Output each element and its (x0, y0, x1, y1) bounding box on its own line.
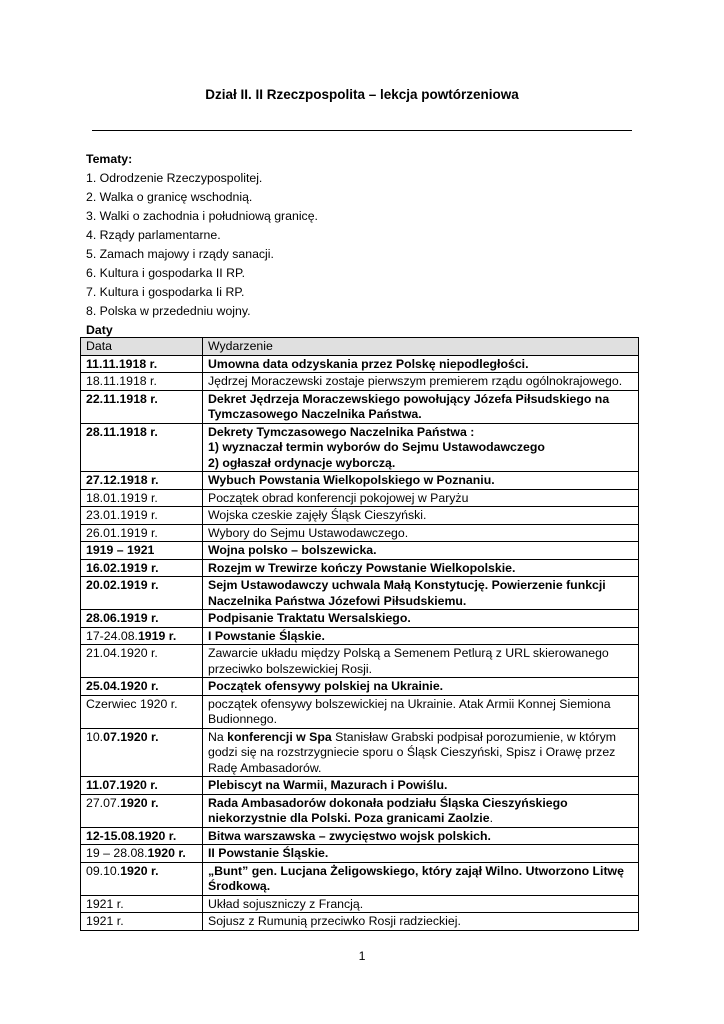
date-cell (81, 423, 203, 472)
event-cell-text: Dekrety Tymczasowego Naczelnika Państwa : (208, 424, 475, 439)
event-cell (203, 695, 639, 728)
date-cell (81, 845, 203, 863)
date-cell-text: 18.01.1919 r. (86, 490, 158, 505)
date-cell (81, 390, 203, 423)
event-cell-text: Wybuch Powstania Wielkopolskiego w Poznaniu. (208, 473, 495, 487)
table-row (81, 577, 639, 610)
event-cell-text: Na (208, 729, 228, 744)
date-cell-text: 1921 r. (86, 914, 124, 928)
date-cell (81, 610, 203, 628)
event-cell (203, 627, 639, 645)
table-row (81, 390, 639, 423)
event-cell (203, 390, 639, 423)
date-cell-text: 1921 r. (86, 896, 124, 911)
date-cell-text: 19 – 28.08. (86, 846, 148, 860)
date-cell (81, 862, 203, 895)
topic-item: 7. Kultura i gospodarka Ii RP. (86, 285, 245, 299)
date-cell (81, 645, 203, 678)
date-cell (81, 777, 203, 795)
date-cell-text: Czerwiec 1920 r. (86, 696, 178, 711)
event-cell-text: Początek ofensywy polskiej na Ukrainie. (208, 679, 444, 693)
table-row (81, 645, 639, 678)
date-cell-text: 12-15.08.1920 r. (86, 828, 177, 843)
topic-item: 4. Rządy parlamentarne. (86, 228, 221, 242)
table-row (81, 355, 639, 373)
table-row (81, 559, 639, 577)
event-cell-text: I Powstanie Śląskie. (208, 628, 325, 643)
table-row (81, 423, 639, 472)
topics-heading: Tematy: (86, 152, 133, 166)
event-cell (203, 895, 639, 913)
event-cell-text: Stanisław Grabski podpisał porozumienie, w którym godzi się na rozstrzygniecie sporu o Śląsk Cieszyński, Spisz i Orawę przez Radę Ambasadorów. (208, 729, 617, 775)
table-body (81, 355, 639, 930)
date-cell-text: 27.12.1918 r. (86, 473, 159, 487)
event-cell-text: Układ sojuszniczy z Francją. (208, 896, 364, 911)
event-cell (203, 472, 639, 490)
date-cell-text: 1919 r. (137, 628, 177, 643)
date-cell-text: 22.11.1918 r. (86, 391, 158, 406)
date-cell-text: 20.02.1919 r. (86, 578, 159, 592)
topic-item: 1. Odrodzenie Rzeczypospolitej. (86, 171, 263, 185)
event-cell-text: konferencji w Spa (227, 729, 332, 744)
event-cell (203, 524, 639, 542)
topic-item: 5. Zamach majowy i rządy sanacji. (86, 247, 274, 261)
table-row (81, 627, 639, 645)
event-cell (203, 489, 639, 507)
table-row (81, 610, 639, 628)
event-cell (203, 728, 639, 777)
column-header-event: Wydarzenie (203, 338, 639, 356)
date-cell-text: 17-24.08. (86, 628, 138, 643)
event-cell-text: 2) ogłaszał ordynacje wyborczą. (208, 455, 396, 470)
event-cell-text: . (489, 811, 493, 825)
event-cell-text: Rozejm w Trewirze kończy Powstanie Wielkopolskie. (208, 560, 516, 575)
table-header-row (81, 338, 639, 356)
event-cell (203, 913, 639, 931)
topics-section (86, 150, 318, 340)
date-cell-text: 10. (86, 729, 104, 744)
date-cell-text: 1920 r. (147, 846, 186, 860)
date-cell-text: 26.01.1919 r. (86, 525, 158, 540)
date-cell (81, 678, 203, 696)
event-cell (203, 577, 639, 610)
date-cell (81, 542, 203, 560)
table-row (81, 373, 639, 391)
date-cell (81, 627, 203, 645)
event-cell-text: Sejm Ustawodawczy uchwala Małą Konstytucję. Powierzenie funkcji Naczelnika Państwa Józefowi Piłsudskiemu. (208, 578, 606, 608)
table-row (81, 895, 639, 913)
dates-table (80, 337, 639, 931)
event-cell (203, 355, 639, 373)
date-cell-text: 11.07.1920 r. (86, 778, 158, 792)
table-row (81, 678, 639, 696)
event-cell-text: Wojska czeskie zajęły Śląsk Cieszyński. (208, 508, 427, 522)
event-cell (203, 845, 639, 863)
event-cell (203, 827, 639, 845)
date-cell-text: 1920 r. (120, 795, 159, 810)
date-cell (81, 794, 203, 827)
page-number: 1 (358, 949, 366, 963)
event-cell (203, 507, 639, 525)
table-row (81, 507, 639, 525)
event-cell (203, 373, 639, 391)
event-cell (203, 542, 639, 560)
table-row (81, 542, 639, 560)
event-cell-text: początek ofensywy bolszewickiej na Ukrainie. Atak Armii Konnej Siemiona Budionnego. (208, 696, 611, 726)
event-cell (203, 423, 639, 472)
date-cell-text: 28.06.1919 r. (86, 611, 159, 625)
table-row (81, 728, 639, 777)
topic-item: 8. Polska w przededniu wojny. (86, 304, 251, 318)
event-cell-text: Bitwa warszawska – zwycięstwo wojsk polskich. (208, 828, 491, 843)
date-cell-text: 07.1920 r. (103, 729, 159, 744)
table-row (81, 489, 639, 507)
date-cell (81, 355, 203, 373)
event-cell-text: Podpisanie Traktatu Wersalskiego. (208, 611, 411, 625)
event-cell-text: II Powstanie Śląskie. (208, 846, 329, 860)
date-cell (81, 507, 203, 525)
event-cell-text: Początek obrad konferencji pokojowej w Paryżu (208, 490, 469, 505)
event-cell (203, 645, 639, 678)
event-cell-text: Wybory do Sejmu Ustawodawczego. (208, 525, 409, 540)
date-cell-text: 09.10. (86, 863, 121, 878)
date-cell (81, 728, 203, 777)
event-cell-text: Rada Ambasadorów dokonała podziału Śląska Cieszyńskiego niekorzystnie dla Polski. Poza granicami Zaolzie (208, 795, 568, 825)
date-cell-text: 1919 – 1921 (86, 543, 155, 557)
title-underline (92, 130, 632, 131)
event-cell (203, 794, 639, 827)
event-cell-text: Zawarcie układu między Polską a Semenem Petlurą z URL skierowanego przeciwko bolszewickiej Rosji. (208, 646, 609, 676)
column-header-date: Data (81, 338, 203, 356)
date-cell (81, 472, 203, 490)
event-cell-text: Wojna polsko – bolszewicka. (208, 543, 377, 557)
date-cell-text: 27.07. (86, 795, 121, 810)
event-cell-text: Plebiscyt na Warmii, Mazurach i Powiślu. (208, 778, 448, 792)
table-row (81, 695, 639, 728)
event-cell (203, 678, 639, 696)
date-cell (81, 489, 203, 507)
event-cell-text: „Bunt” gen. Lucjana Żeligowskiego, który zajął Wilno. Utworzono Litwę Środkową. (208, 863, 624, 893)
event-cell-text: 1) wyznaczał termin wyborów do Sejmu Ustawodawczego (208, 440, 545, 454)
date-cell (81, 827, 203, 845)
date-cell-text: 16.02.1919 r. (86, 560, 159, 575)
table-row (81, 913, 639, 931)
table-row (81, 777, 639, 795)
table-row (81, 524, 639, 542)
event-cell-text: Jędrzej Moraczewski zostaje pierwszym premierem rządu ogólnokrajowego. (208, 374, 623, 388)
event-cell-text: Dekret Jędrzeja Moraczewskiego powołujący Józefa Piłsudskiego na Tymczasowego Naczelnika Państwa. (208, 391, 610, 421)
table-row (81, 845, 639, 863)
topic-item: 3. Walki o zachodnia i południową granicę. (86, 209, 318, 223)
table-row (81, 794, 639, 827)
date-cell (81, 695, 203, 728)
table-row (81, 827, 639, 845)
event-cell (203, 777, 639, 795)
date-cell-text: 28.11.1918 r. (86, 424, 158, 439)
date-cell-text: 23.01.1919 r. (86, 508, 158, 522)
date-cell (81, 559, 203, 577)
date-cell-text: 1920 r. (120, 863, 159, 878)
event-cell (203, 559, 639, 577)
date-cell (81, 524, 203, 542)
event-cell (203, 862, 639, 895)
date-cell-text: 25.04.1920 r. (86, 679, 159, 693)
date-cell-text: 11.11.1918 r. (86, 356, 158, 371)
topic-item: 6. Kultura i gospodarka II RP. (86, 266, 246, 280)
table-row (81, 472, 639, 490)
topic-item: 2. Walka o granicę wschodnią. (86, 190, 253, 204)
date-cell (81, 373, 203, 391)
event-cell (203, 610, 639, 628)
date-cell (81, 913, 203, 931)
date-cell-text: 21.04.1920 r. (86, 646, 158, 660)
page-title: Dział II. II Rzeczpospolita – lekcja powtórzeniowa (205, 87, 519, 102)
dates-heading: Daty (86, 323, 113, 337)
event-cell-text: Sojusz z Rumunią przeciwko Rosji radzieckiej. (208, 914, 461, 928)
date-cell-text: 18.11.1918 r. (86, 374, 157, 388)
date-cell (81, 577, 203, 610)
event-cell-text: Umowna data odzyskania przez Polskę niepodległości. (208, 356, 529, 371)
table-row (81, 862, 639, 895)
date-cell (81, 895, 203, 913)
